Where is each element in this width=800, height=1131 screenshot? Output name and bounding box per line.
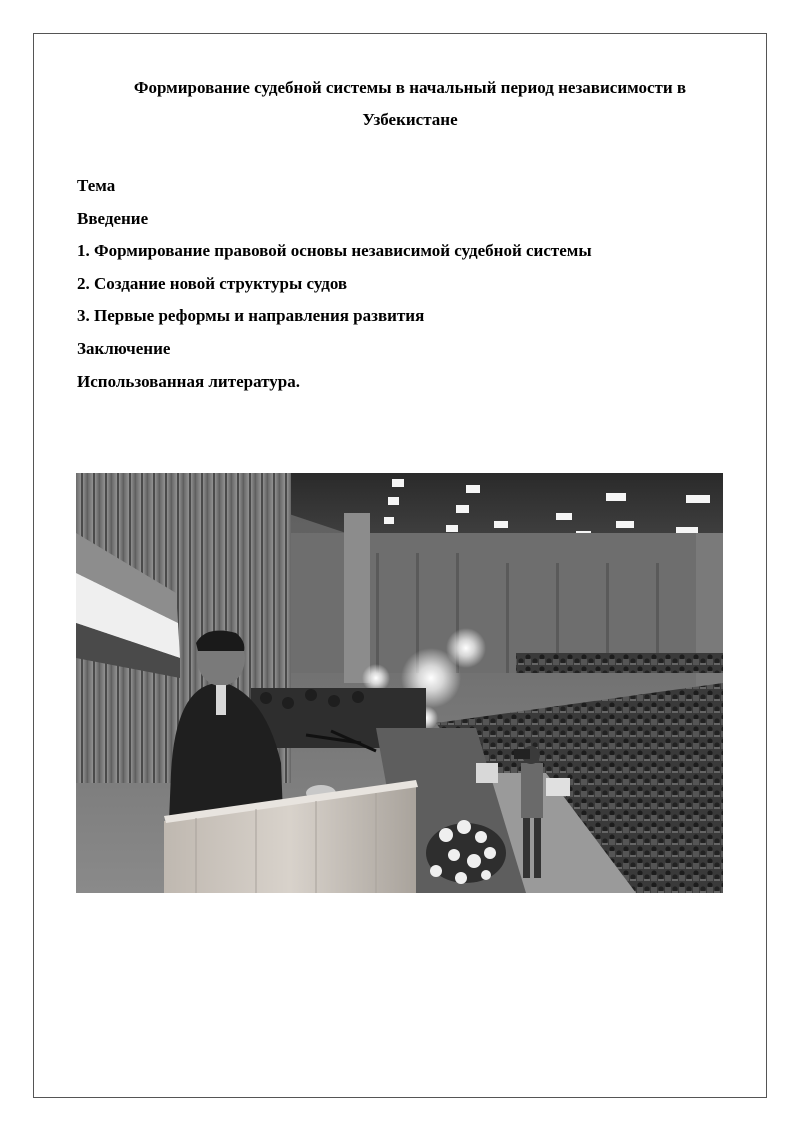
toc-item-introduction: Введение [77,208,149,228]
toc-item-references: Использованная литература. [77,371,300,391]
document-title [70,72,750,136]
toc-item-chapter-2: 2. Создание новой структуры судов [77,273,348,293]
assembly-hall-photo [76,473,723,893]
toc-item-chapter-1: 1. Формирование правовой основы независимой судебной системы [77,241,592,261]
title-line-2: Узбекистане [362,110,458,129]
toc-item-chapter-3: 3. Первые реформы и направления развития [77,306,425,326]
toc-item-topic: Тема [77,176,116,195]
toc-item-conclusion: Заключение [77,338,171,358]
table-of-contents [77,170,592,398]
title-line-1: Формирование судебной системы в начальный период независимости в [133,78,687,97]
